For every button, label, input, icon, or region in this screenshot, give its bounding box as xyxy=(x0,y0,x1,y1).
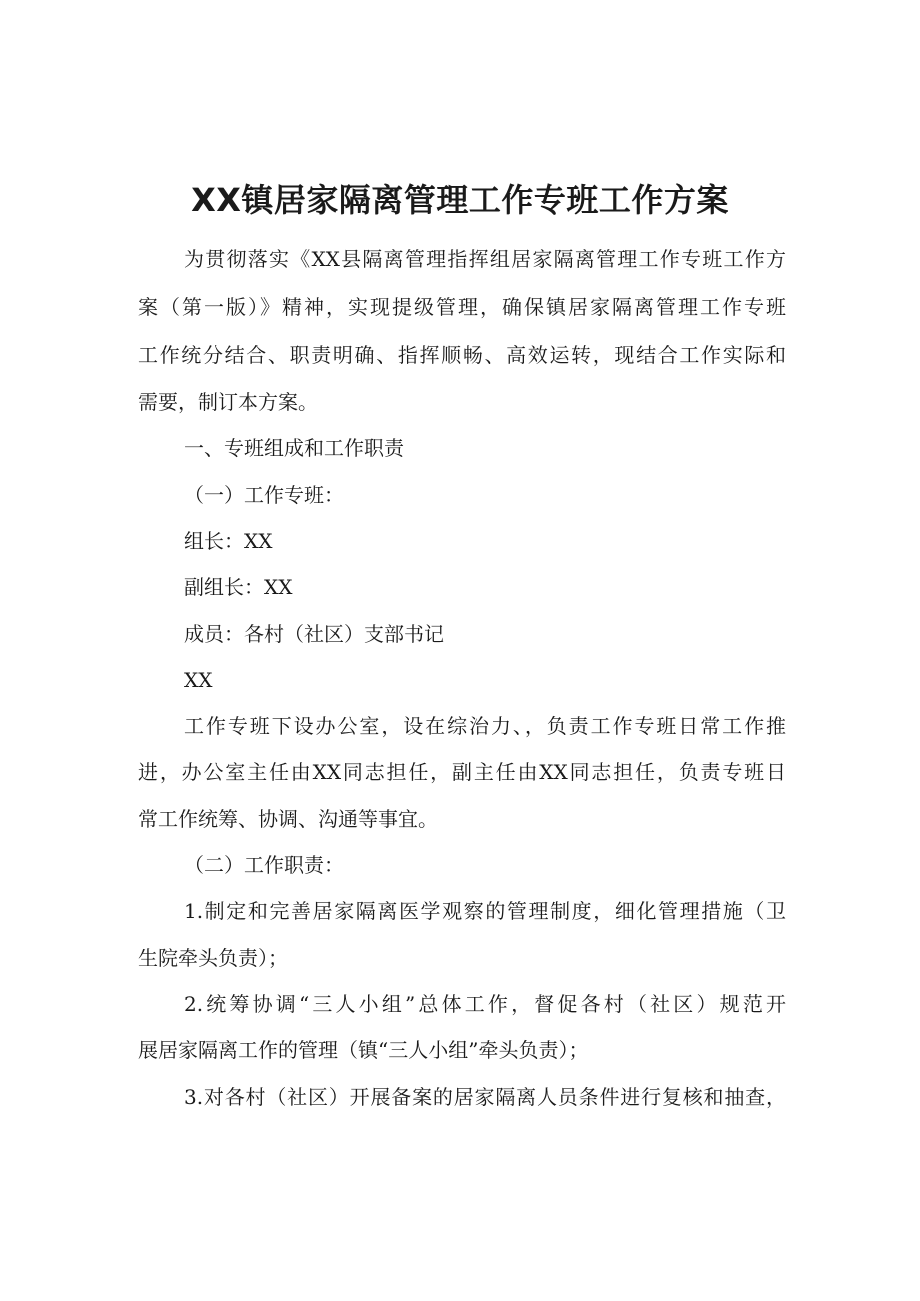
sub1-heading: （一）工作专班： xyxy=(184,483,344,507)
members-extra-line: XX xyxy=(184,668,213,692)
duty1-line-1: 1.制定和完善居家隔离医学观察的管理制度，细化管理措施（卫 xyxy=(184,899,786,923)
duty2-line-1: 2.统筹协调“三人小组”总体工作，督促各村（社区）规范开 xyxy=(184,992,786,1016)
deputy-leader-line: 副组长：XX xyxy=(184,575,293,599)
office-line-1: 工作专班下设办公室，设在综治力、，负责工作专班日常工作推 xyxy=(184,714,786,738)
sub2-heading: （二）工作职责： xyxy=(184,853,344,877)
leader-line: 组长：XX xyxy=(184,529,273,553)
section1-heading: 一、专班组成和工作职责 xyxy=(184,436,404,460)
duty3-line-1: 3.对各村（社区）开展备案的居家隔离人员条件进行复核和抽查， xyxy=(184,1085,786,1109)
intro-line-2: 案（第一版）》精神，实现提级管理，确保镇居家隔离管理工作专班 xyxy=(138,295,786,319)
intro-line-4: 需要，制订本方案。 xyxy=(138,390,318,414)
document-title: XX镇居家隔离管理工作专班工作方案 xyxy=(191,181,729,219)
duty2-line-2: 展居家隔离工作的管理（镇“三人小组”牵头负责）； xyxy=(138,1038,589,1062)
office-line-3: 常工作统筹、协调、沟通等事宜。 xyxy=(138,807,438,831)
duty1-line-2: 生院牵头负责）； xyxy=(138,946,288,970)
members-line: 成员：各村（社区）支部书记 xyxy=(184,622,444,646)
intro-line-3: 工作统分结合、职责明确、指挥顺畅、高效运转，现结合工作实际和 xyxy=(138,343,786,367)
office-line-2: 进，办公室主任由XX同志担任，副主任由XX同志担任，负责专班日 xyxy=(138,760,786,784)
intro-line-1: 为贯彻落实《XX县隔离管理指挥组居家隔离管理工作专班工作方 xyxy=(184,247,786,271)
